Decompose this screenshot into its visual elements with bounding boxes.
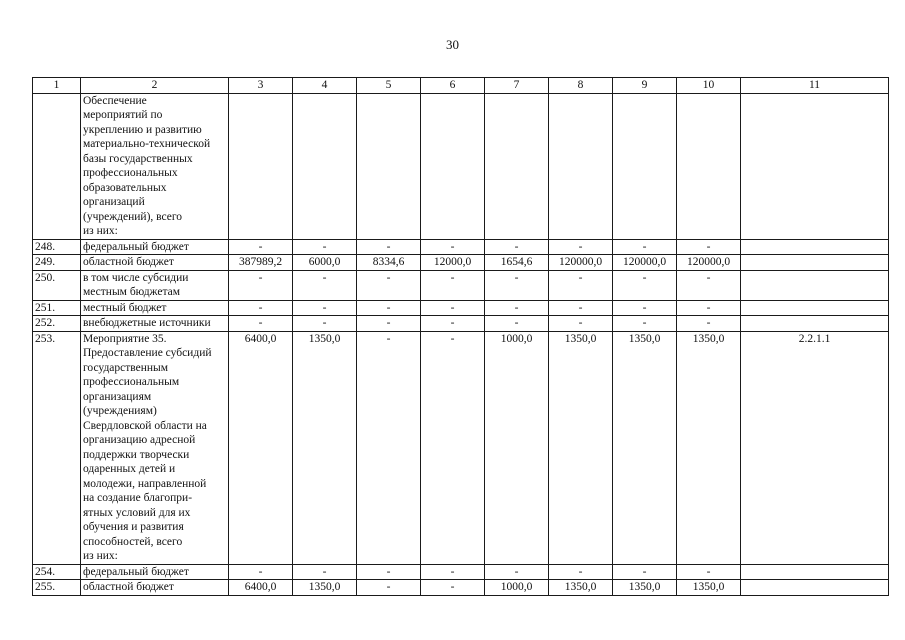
value-cell: - bbox=[229, 300, 293, 316]
value-cell: 6400,0 bbox=[229, 580, 293, 596]
row-name: федеральный бюджет bbox=[81, 564, 229, 580]
value-cell: - bbox=[613, 316, 677, 332]
target-code: 2.2.1.1 bbox=[741, 331, 889, 564]
target-code bbox=[741, 93, 889, 239]
target-code bbox=[741, 580, 889, 596]
row-number: 251. bbox=[33, 300, 81, 316]
value-cell bbox=[613, 93, 677, 239]
value-cell: - bbox=[613, 270, 677, 300]
row-number bbox=[33, 93, 81, 239]
value-cell: - bbox=[357, 564, 421, 580]
value-cell: 1350,0 bbox=[549, 331, 613, 564]
value-cell: - bbox=[357, 300, 421, 316]
value-cell: - bbox=[677, 564, 741, 580]
value-cell: 1350,0 bbox=[677, 331, 741, 564]
value-cell: - bbox=[549, 300, 613, 316]
value-cell: - bbox=[229, 564, 293, 580]
value-cell: - bbox=[677, 300, 741, 316]
value-cell: 387989,2 bbox=[229, 255, 293, 271]
value-cell: - bbox=[357, 239, 421, 255]
value-cell: - bbox=[485, 564, 549, 580]
value-cell bbox=[677, 93, 741, 239]
value-cell: - bbox=[677, 239, 741, 255]
column-header: 5 bbox=[357, 78, 421, 94]
target-code bbox=[741, 239, 889, 255]
value-cell bbox=[229, 93, 293, 239]
row-name: федеральный бюджет bbox=[81, 239, 229, 255]
column-header: 8 bbox=[549, 78, 613, 94]
table-row bbox=[33, 300, 889, 316]
row-name: Мероприятие 35. Предоставление субсидий государственным профессиональным организациям (учреждениям) Свердловской области на организацию адресной поддержки творчески одаренных детей и молодежи, направленной на создание благопри- ятных условий для их обучения и развития способностей, всего из них: bbox=[81, 331, 229, 564]
value-cell: - bbox=[549, 564, 613, 580]
value-cell: - bbox=[485, 270, 549, 300]
value-cell: - bbox=[229, 239, 293, 255]
column-header: 9 bbox=[613, 78, 677, 94]
value-cell: - bbox=[485, 239, 549, 255]
value-cell: - bbox=[613, 300, 677, 316]
table-row bbox=[33, 239, 889, 255]
column-header: 7 bbox=[485, 78, 549, 94]
value-cell: - bbox=[421, 580, 485, 596]
page-number: 30 bbox=[446, 37, 459, 52]
value-cell: - bbox=[293, 564, 357, 580]
value-cell: - bbox=[293, 270, 357, 300]
row-name: внебюджетные источники bbox=[81, 316, 229, 332]
value-cell: - bbox=[421, 270, 485, 300]
value-cell: 120000,0 bbox=[613, 255, 677, 271]
value-cell: 6000,0 bbox=[293, 255, 357, 271]
table-row bbox=[33, 255, 889, 271]
value-cell bbox=[485, 93, 549, 239]
value-cell: - bbox=[549, 316, 613, 332]
table-row bbox=[33, 564, 889, 580]
value-cell: 1350,0 bbox=[677, 580, 741, 596]
table-row bbox=[33, 270, 889, 300]
column-header: 1 bbox=[33, 78, 81, 94]
value-cell: - bbox=[293, 300, 357, 316]
value-cell: - bbox=[357, 331, 421, 564]
column-header: 2 bbox=[81, 78, 229, 94]
value-cell: - bbox=[421, 564, 485, 580]
value-cell: 1000,0 bbox=[485, 331, 549, 564]
row-number: 254. bbox=[33, 564, 81, 580]
table-row bbox=[33, 331, 889, 564]
value-cell: 1350,0 bbox=[613, 331, 677, 564]
value-cell: - bbox=[229, 316, 293, 332]
column-header: 11 bbox=[741, 78, 889, 94]
value-cell bbox=[357, 93, 421, 239]
target-code bbox=[741, 316, 889, 332]
value-cell: 1350,0 bbox=[293, 331, 357, 564]
value-cell bbox=[293, 93, 357, 239]
value-cell: 1000,0 bbox=[485, 580, 549, 596]
row-number: 255. bbox=[33, 580, 81, 596]
value-cell: - bbox=[613, 564, 677, 580]
value-cell bbox=[549, 93, 613, 239]
value-cell: - bbox=[485, 316, 549, 332]
value-cell: - bbox=[421, 300, 485, 316]
header-row bbox=[33, 78, 889, 94]
target-code bbox=[741, 564, 889, 580]
value-cell: - bbox=[549, 270, 613, 300]
budget-table bbox=[32, 77, 889, 596]
row-name: в том числе субсидии местным бюджетам bbox=[81, 270, 229, 300]
table-row bbox=[33, 316, 889, 332]
row-number: 253. bbox=[33, 331, 81, 564]
value-cell: 120000,0 bbox=[677, 255, 741, 271]
table-row bbox=[33, 580, 889, 596]
row-number: 250. bbox=[33, 270, 81, 300]
value-cell: 1350,0 bbox=[293, 580, 357, 596]
value-cell: 120000,0 bbox=[549, 255, 613, 271]
value-cell: 1350,0 bbox=[613, 580, 677, 596]
value-cell: - bbox=[293, 239, 357, 255]
value-cell: - bbox=[421, 239, 485, 255]
value-cell: - bbox=[549, 239, 613, 255]
value-cell: 6400,0 bbox=[229, 331, 293, 564]
value-cell: - bbox=[357, 580, 421, 596]
value-cell: - bbox=[677, 270, 741, 300]
row-name: областной бюджет bbox=[81, 580, 229, 596]
row-name: местный бюджет bbox=[81, 300, 229, 316]
value-cell: - bbox=[229, 270, 293, 300]
row-number: 248. bbox=[33, 239, 81, 255]
row-name: областной бюджет bbox=[81, 255, 229, 271]
column-header: 10 bbox=[677, 78, 741, 94]
table-row bbox=[33, 93, 889, 239]
column-header: 3 bbox=[229, 78, 293, 94]
value-cell: - bbox=[421, 331, 485, 564]
column-header: 4 bbox=[293, 78, 357, 94]
value-cell: - bbox=[613, 239, 677, 255]
value-cell: - bbox=[293, 316, 357, 332]
row-name: Обеспечение мероприятий по укреплению и развитию материально-технической базы государственных профессиональных образовательных организаций (учреждений), всего из них: bbox=[81, 93, 229, 239]
value-cell: - bbox=[421, 316, 485, 332]
target-code bbox=[741, 270, 889, 300]
value-cell: - bbox=[357, 270, 421, 300]
row-number: 252. bbox=[33, 316, 81, 332]
value-cell: - bbox=[357, 316, 421, 332]
value-cell: - bbox=[677, 316, 741, 332]
target-code bbox=[741, 255, 889, 271]
value-cell: 1350,0 bbox=[549, 580, 613, 596]
row-number: 249. bbox=[33, 255, 81, 271]
value-cell: 12000,0 bbox=[421, 255, 485, 271]
value-cell: 8334,6 bbox=[357, 255, 421, 271]
target-code bbox=[741, 300, 889, 316]
column-header: 6 bbox=[421, 78, 485, 94]
value-cell: - bbox=[485, 300, 549, 316]
value-cell: 1654,6 bbox=[485, 255, 549, 271]
value-cell bbox=[421, 93, 485, 239]
